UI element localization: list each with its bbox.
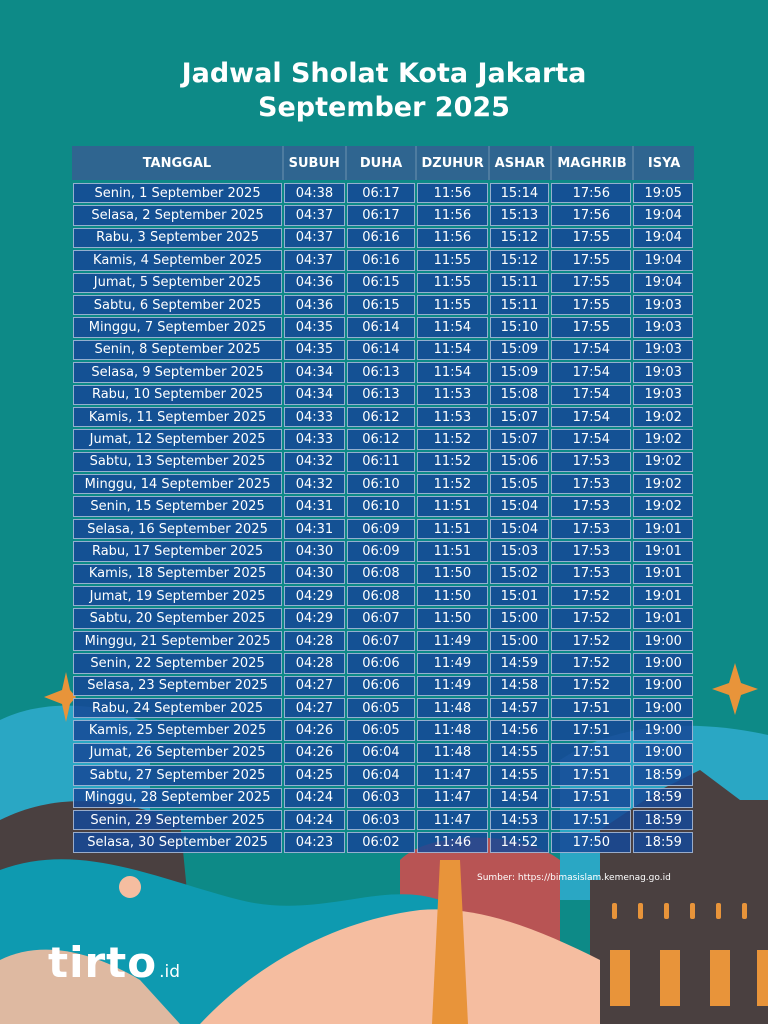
- time-cell: 06:17: [347, 205, 415, 225]
- table-row: [72, 630, 694, 652]
- logo-main-text: tirto: [48, 938, 158, 987]
- time-cell: 04:27: [284, 676, 345, 696]
- time-cell: 17:55: [551, 228, 631, 248]
- time-cell: 06:10: [347, 496, 415, 516]
- time-cell: 15:12: [490, 250, 550, 270]
- time-cell: 06:08: [347, 586, 415, 606]
- date-cell: Rabu, 17 September 2025: [73, 541, 282, 561]
- table-row: [72, 809, 694, 831]
- time-cell: 19:03: [633, 295, 693, 315]
- date-cell: Senin, 22 September 2025: [73, 653, 282, 673]
- date-cell: Jumat, 19 September 2025: [73, 586, 282, 606]
- column-header-ashar: ASHAR: [490, 146, 552, 180]
- time-cell: 19:00: [633, 720, 693, 740]
- table-header: [72, 146, 694, 180]
- time-cell: 17:55: [551, 295, 631, 315]
- time-cell: 11:48: [417, 743, 487, 763]
- time-cell: 06:09: [347, 519, 415, 539]
- time-cell: 06:09: [347, 541, 415, 561]
- time-cell: 17:54: [551, 407, 631, 427]
- time-cell: 17:52: [551, 631, 631, 651]
- time-cell: 19:04: [633, 250, 693, 270]
- time-cell: 14:55: [490, 765, 550, 785]
- time-cell: 11:55: [417, 295, 487, 315]
- time-cell: 15:10: [490, 317, 550, 337]
- table-row: [72, 518, 694, 540]
- time-cell: 06:04: [347, 743, 415, 763]
- time-cell: 04:29: [284, 586, 345, 606]
- date-cell: Senin, 1 September 2025: [73, 183, 282, 203]
- column-header-duha: DUHA: [347, 146, 418, 180]
- date-cell: Selasa, 2 September 2025: [73, 205, 282, 225]
- time-cell: 04:29: [284, 608, 345, 628]
- time-cell: 15:08: [490, 385, 550, 405]
- time-cell: 14:59: [490, 653, 550, 673]
- time-cell: 11:52: [417, 429, 487, 449]
- time-cell: 19:00: [633, 653, 693, 673]
- time-cell: 04:31: [284, 519, 345, 539]
- date-cell: Jumat, 12 September 2025: [73, 429, 282, 449]
- time-cell: 17:53: [551, 452, 631, 472]
- time-cell: 15:11: [490, 273, 550, 293]
- time-cell: 17:54: [551, 362, 631, 382]
- date-cell: Sabtu, 20 September 2025: [73, 608, 282, 628]
- table-row: [72, 451, 694, 473]
- time-cell: 19:00: [633, 698, 693, 718]
- time-cell: 04:32: [284, 452, 345, 472]
- time-cell: 11:49: [417, 653, 487, 673]
- time-cell: 04:27: [284, 698, 345, 718]
- time-cell: 06:13: [347, 362, 415, 382]
- time-cell: 19:03: [633, 317, 693, 337]
- time-cell: 19:01: [633, 608, 693, 628]
- time-cell: 06:05: [347, 698, 415, 718]
- date-cell: Selasa, 23 September 2025: [73, 676, 282, 696]
- time-cell: 11:48: [417, 720, 487, 740]
- time-cell: 15:11: [490, 295, 550, 315]
- time-cell: 11:50: [417, 564, 487, 584]
- time-cell: 15:12: [490, 228, 550, 248]
- time-cell: 06:17: [347, 183, 415, 203]
- time-cell: 15:04: [490, 519, 550, 539]
- column-header-maghrib: MAGHRIB: [552, 146, 634, 180]
- time-cell: 06:15: [347, 295, 415, 315]
- table-row: [72, 473, 694, 495]
- date-cell: Minggu, 28 September 2025: [73, 788, 282, 808]
- time-cell: 15:00: [490, 631, 550, 651]
- time-cell: 11:50: [417, 586, 487, 606]
- time-cell: 15:06: [490, 452, 550, 472]
- time-cell: 17:51: [551, 810, 631, 830]
- time-cell: 18:59: [633, 832, 693, 852]
- tirto-logo: [48, 938, 180, 987]
- time-cell: 06:05: [347, 720, 415, 740]
- date-cell: Rabu, 24 September 2025: [73, 698, 282, 718]
- time-cell: 11:49: [417, 631, 487, 651]
- time-cell: 11:52: [417, 452, 487, 472]
- time-cell: 17:55: [551, 250, 631, 270]
- time-cell: 19:00: [633, 676, 693, 696]
- table-row: [72, 675, 694, 697]
- time-cell: 15:03: [490, 541, 550, 561]
- time-cell: 11:53: [417, 385, 487, 405]
- time-cell: 06:12: [347, 407, 415, 427]
- time-cell: 14:55: [490, 743, 550, 763]
- time-cell: 11:51: [417, 541, 487, 561]
- time-cell: 17:50: [551, 832, 631, 852]
- time-cell: 04:32: [284, 474, 345, 494]
- time-cell: 17:54: [551, 340, 631, 360]
- time-cell: 17:53: [551, 564, 631, 584]
- time-cell: 04:34: [284, 385, 345, 405]
- time-cell: 11:55: [417, 273, 487, 293]
- date-cell: Kamis, 11 September 2025: [73, 407, 282, 427]
- date-cell: Senin, 15 September 2025: [73, 496, 282, 516]
- time-cell: 04:26: [284, 743, 345, 763]
- time-cell: 04:36: [284, 295, 345, 315]
- time-cell: 15:07: [490, 407, 550, 427]
- time-cell: 06:02: [347, 832, 415, 852]
- time-cell: 19:00: [633, 631, 693, 651]
- time-cell: 19:05: [633, 183, 693, 203]
- table-row: [72, 764, 694, 786]
- time-cell: 17:51: [551, 698, 631, 718]
- time-cell: 19:02: [633, 496, 693, 516]
- date-cell: Kamis, 4 September 2025: [73, 250, 282, 270]
- date-cell: Selasa, 16 September 2025: [73, 519, 282, 539]
- date-cell: Sabtu, 13 September 2025: [73, 452, 282, 472]
- column-header-dzuhur: DZUHUR: [417, 146, 490, 180]
- time-cell: 11:49: [417, 676, 487, 696]
- time-cell: 11:47: [417, 810, 487, 830]
- time-cell: 06:12: [347, 429, 415, 449]
- time-cell: 19:02: [633, 429, 693, 449]
- time-cell: 04:28: [284, 653, 345, 673]
- time-cell: 19:01: [633, 519, 693, 539]
- table-row: [72, 585, 694, 607]
- time-cell: 17:53: [551, 496, 631, 516]
- time-cell: 14:52: [490, 832, 550, 852]
- time-cell: 11:48: [417, 698, 487, 718]
- date-cell: Selasa, 9 September 2025: [73, 362, 282, 382]
- time-cell: 11:55: [417, 250, 487, 270]
- time-cell: 14:56: [490, 720, 550, 740]
- time-cell: 17:56: [551, 183, 631, 203]
- time-cell: 15:09: [490, 340, 550, 360]
- time-cell: 06:10: [347, 474, 415, 494]
- time-cell: 11:54: [417, 317, 487, 337]
- table-row: [72, 540, 694, 562]
- time-cell: 17:54: [551, 385, 631, 405]
- time-cell: 06:04: [347, 765, 415, 785]
- time-cell: 11:53: [417, 407, 487, 427]
- time-cell: 04:33: [284, 429, 345, 449]
- time-cell: 18:59: [633, 810, 693, 830]
- time-cell: 19:03: [633, 362, 693, 382]
- time-cell: 11:46: [417, 832, 487, 852]
- date-cell: Minggu, 7 September 2025: [73, 317, 282, 337]
- table-row: [72, 361, 694, 383]
- time-cell: 04:37: [284, 228, 345, 248]
- time-cell: 19:01: [633, 541, 693, 561]
- table-row: [72, 787, 694, 809]
- date-cell: Rabu, 3 September 2025: [73, 228, 282, 248]
- time-cell: 17:53: [551, 541, 631, 561]
- time-cell: 17:53: [551, 474, 631, 494]
- page-subtitle: September 2025: [258, 92, 510, 123]
- time-cell: 17:51: [551, 743, 631, 763]
- table-row: [72, 742, 694, 764]
- time-cell: 14:58: [490, 676, 550, 696]
- date-cell: Senin, 29 September 2025: [73, 810, 282, 830]
- time-cell: 19:02: [633, 452, 693, 472]
- time-cell: 11:56: [417, 183, 487, 203]
- time-cell: 19:02: [633, 474, 693, 494]
- table-row: [72, 697, 694, 719]
- time-cell: 06:16: [347, 228, 415, 248]
- time-cell: 19:04: [633, 273, 693, 293]
- table-row: [72, 428, 694, 450]
- time-cell: 15:14: [490, 183, 550, 203]
- time-cell: 11:56: [417, 228, 487, 248]
- date-cell: Selasa, 30 September 2025: [73, 832, 282, 852]
- time-cell: 17:51: [551, 720, 631, 740]
- time-cell: 17:53: [551, 519, 631, 539]
- table-row: [72, 204, 694, 226]
- time-cell: 15:07: [490, 429, 550, 449]
- time-cell: 19:03: [633, 385, 693, 405]
- time-cell: 17:52: [551, 586, 631, 606]
- date-cell: Kamis, 25 September 2025: [73, 720, 282, 740]
- table-row: [72, 652, 694, 674]
- source-credit: Sumber: https://bimasislam.kemenag.go.id: [477, 873, 671, 883]
- time-cell: 15:04: [490, 496, 550, 516]
- time-cell: 14:54: [490, 788, 550, 808]
- time-cell: 04:36: [284, 273, 345, 293]
- time-cell: 04:30: [284, 541, 345, 561]
- date-cell: Sabtu, 27 September 2025: [73, 765, 282, 785]
- column-header-isya: ISYA: [647, 155, 681, 171]
- time-cell: 15:13: [490, 205, 550, 225]
- time-cell: 17:52: [551, 653, 631, 673]
- time-cell: 04:35: [284, 340, 345, 360]
- time-cell: 17:52: [551, 676, 631, 696]
- time-cell: 14:53: [490, 810, 550, 830]
- time-cell: 15:09: [490, 362, 550, 382]
- time-cell: 06:15: [347, 273, 415, 293]
- time-cell: 19:04: [633, 228, 693, 248]
- time-cell: 17:56: [551, 205, 631, 225]
- time-cell: 06:03: [347, 788, 415, 808]
- time-cell: 04:24: [284, 810, 345, 830]
- date-cell: Minggu, 21 September 2025: [73, 631, 282, 651]
- time-cell: 04:37: [284, 250, 345, 270]
- time-cell: 17:51: [551, 765, 631, 785]
- time-cell: 17:55: [551, 273, 631, 293]
- date-cell: Minggu, 14 September 2025: [73, 474, 282, 494]
- time-cell: 06:06: [347, 676, 415, 696]
- date-cell: Rabu, 10 September 2025: [73, 385, 282, 405]
- table-row: [72, 719, 694, 741]
- time-cell: 06:07: [347, 608, 415, 628]
- time-cell: 04:38: [284, 183, 345, 203]
- time-cell: 04:35: [284, 317, 345, 337]
- time-cell: 19:03: [633, 340, 693, 360]
- time-cell: 15:05: [490, 474, 550, 494]
- table-row: [72, 339, 694, 361]
- table-row: [72, 294, 694, 316]
- time-cell: 18:59: [633, 788, 693, 808]
- time-cell: 11:50: [417, 608, 487, 628]
- time-cell: 15:00: [490, 608, 550, 628]
- date-cell: Senin, 8 September 2025: [73, 340, 282, 360]
- time-cell: 06:07: [347, 631, 415, 651]
- table-row: [72, 607, 694, 629]
- table-row: [72, 406, 694, 428]
- time-cell: 15:01: [490, 586, 550, 606]
- time-cell: 06:16: [347, 250, 415, 270]
- time-cell: 19:01: [633, 586, 693, 606]
- time-cell: 17:55: [551, 317, 631, 337]
- time-cell: 06:14: [347, 340, 415, 360]
- time-cell: 04:34: [284, 362, 345, 382]
- table-row: [72, 182, 694, 204]
- table-row: [72, 316, 694, 338]
- time-cell: 04:33: [284, 407, 345, 427]
- time-cell: 04:28: [284, 631, 345, 651]
- date-cell: Kamis, 18 September 2025: [73, 564, 282, 584]
- time-cell: 06:06: [347, 653, 415, 673]
- time-cell: 11:47: [417, 765, 487, 785]
- time-cell: 11:54: [417, 340, 487, 360]
- time-cell: 19:02: [633, 407, 693, 427]
- time-cell: 11:47: [417, 788, 487, 808]
- date-cell: Sabtu, 6 September 2025: [73, 295, 282, 315]
- time-cell: 04:30: [284, 564, 345, 584]
- prayer-schedule-table: [72, 146, 694, 854]
- date-cell: Jumat, 5 September 2025: [73, 273, 282, 293]
- time-cell: 06:08: [347, 564, 415, 584]
- time-cell: 15:02: [490, 564, 550, 584]
- time-cell: 06:13: [347, 385, 415, 405]
- time-cell: 11:51: [417, 496, 487, 516]
- table-row: [72, 563, 694, 585]
- logo-suffix-text: .id: [159, 962, 181, 982]
- time-cell: 06:14: [347, 317, 415, 337]
- time-cell: 19:01: [633, 564, 693, 584]
- table-row: [72, 227, 694, 249]
- page-title: Jadwal Sholat Kota Jakarta: [181, 58, 587, 89]
- time-cell: 17:54: [551, 429, 631, 449]
- time-cell: 14:57: [490, 698, 550, 718]
- table-row: [72, 495, 694, 517]
- table-row: [72, 272, 694, 294]
- table-row: [72, 831, 694, 853]
- column-header-tanggal: TANGGAL: [72, 146, 284, 180]
- time-cell: 11:51: [417, 519, 487, 539]
- time-cell: 17:52: [551, 608, 631, 628]
- time-cell: 11:54: [417, 362, 487, 382]
- time-cell: 04:37: [284, 205, 345, 225]
- time-cell: 04:23: [284, 832, 345, 852]
- time-cell: 04:25: [284, 765, 345, 785]
- date-cell: Jumat, 26 September 2025: [73, 743, 282, 763]
- time-cell: 19:00: [633, 743, 693, 763]
- table-row: [72, 249, 694, 271]
- column-header-subuh: SUBUH: [284, 146, 347, 180]
- time-cell: 04:31: [284, 496, 345, 516]
- time-cell: 19:04: [633, 205, 693, 225]
- time-cell: 11:52: [417, 474, 487, 494]
- table-body: [72, 182, 694, 854]
- time-cell: 06:03: [347, 810, 415, 830]
- time-cell: 06:11: [347, 452, 415, 472]
- time-cell: 04:24: [284, 788, 345, 808]
- time-cell: 17:51: [551, 788, 631, 808]
- time-cell: 04:26: [284, 720, 345, 740]
- time-cell: 18:59: [633, 765, 693, 785]
- time-cell: 11:56: [417, 205, 487, 225]
- table-row: [72, 384, 694, 406]
